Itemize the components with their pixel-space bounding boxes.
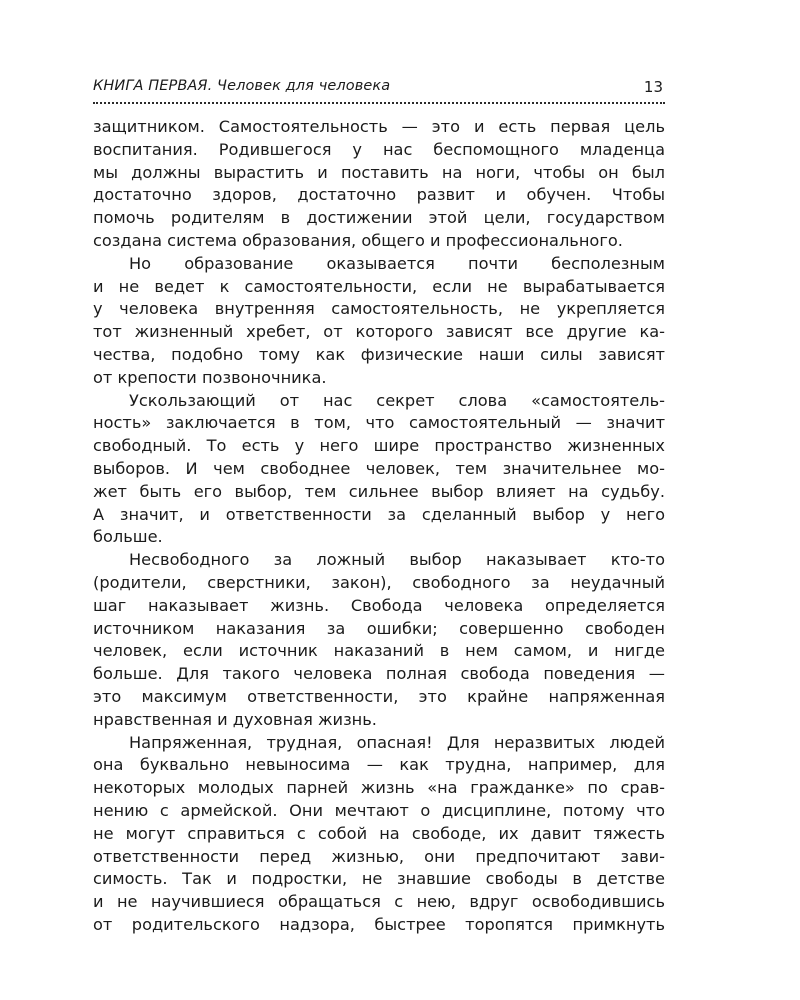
paragraph (93, 390, 665, 550)
text-line: достаточно здоров, достаточно развит и обучен. Чтобы (93, 185, 665, 205)
page-number: 13 (643, 78, 663, 96)
text-line: у человека внутренняя самостоятельность, не укрепляется (93, 299, 665, 319)
text-line: нению с армейской. Они мечтают о дисциплине, потому что (93, 800, 665, 820)
text-line: не могут справиться с собой на свободе, их давит тяжесть (93, 823, 665, 843)
text-line: она буквально невыносима — как трудна, например, для (93, 755, 665, 775)
text-line: и не ведет к самостоятельности, если не вырабатывается (93, 276, 665, 296)
text-line: ответственности перед жизнью, они предпочитают зави- (93, 846, 665, 866)
text-line: мы должны вырастить и поставить на ноги, чтобы он был (93, 162, 665, 182)
text-line: чества, подобно тому как физические наши силы зависят (93, 344, 665, 364)
text-line: шаг наказывает жизнь. Свобода человека определяется (93, 595, 665, 615)
book-part-label: КНИГА ПЕРВАЯ. (93, 78, 213, 94)
text-line: создана система образования, общего и профессионального. (93, 230, 623, 250)
text-line: тот жизненный хребет, от которого зависят все другие ка- (93, 322, 665, 342)
paragraph (93, 549, 665, 731)
chapter-title: Человек для человека (217, 78, 391, 94)
text-line: А значит, и ответственности за сделанный выбор у него (93, 504, 665, 524)
text-line: Напряженная, трудная, опасная! Для неразвитых людей (129, 732, 665, 752)
text-line: нравственная и духовная жизнь. (93, 709, 377, 729)
text-line: (родители, сверстники, закон), свободного за неудачный (93, 572, 665, 592)
text-line: воспитания. Родившегося у нас беспомощного младенца (93, 139, 665, 159)
text-line: выборов. И чем свободнее человек, тем значительнее мо- (93, 458, 665, 478)
text-line: источником наказания за ошибки; совершенно свободен (93, 618, 665, 638)
paragraph (93, 253, 665, 390)
text-line: это максимум ответственности, это крайне напряженная (93, 686, 665, 706)
text-line: Но образование оказывается почти бесполезным (129, 253, 665, 273)
text-line: жет быть его выбор, тем сильнее выбор влияет на судьбу. (93, 481, 665, 501)
running-header (93, 78, 665, 104)
paragraph (93, 116, 665, 253)
text-line: от родительского надзора, быстрее торопятся примкнуть (93, 914, 665, 934)
running-header-title (93, 78, 390, 94)
text-line: Ускользающий от нас секрет слова «самостоятель- (129, 390, 665, 410)
text-line: Несвободного за ложный выбор наказывает кто-то (129, 550, 665, 570)
body-text (93, 116, 665, 937)
text-line: больше. Для такого человека полная свобода поведения — (93, 664, 665, 684)
paragraph (93, 732, 665, 937)
text-line: и не научившиеся обращаться с нею, вдруг освободившись (93, 892, 665, 912)
text-line: свободный. То есть у него шире пространство жизненных (93, 436, 665, 456)
text-line: ность» заключается в том, что самостоятельный — значит (93, 413, 665, 433)
text-line: от крепости позвоночника. (93, 367, 327, 387)
text-line: симость. Так и подростки, не знавшие свободы в детстве (93, 869, 665, 889)
text-line: некоторых молодых парней жизнь «на гражданке» по срав- (93, 778, 665, 798)
text-line: защитником. Самостоятельность — это и есть первая цель (93, 117, 665, 136)
text-line: помочь родителям в достижении этой цели, государством (93, 208, 665, 228)
text-line: человек, если источник наказаний в нем самом, и нигде (93, 641, 665, 661)
text-line: больше. (93, 527, 163, 547)
